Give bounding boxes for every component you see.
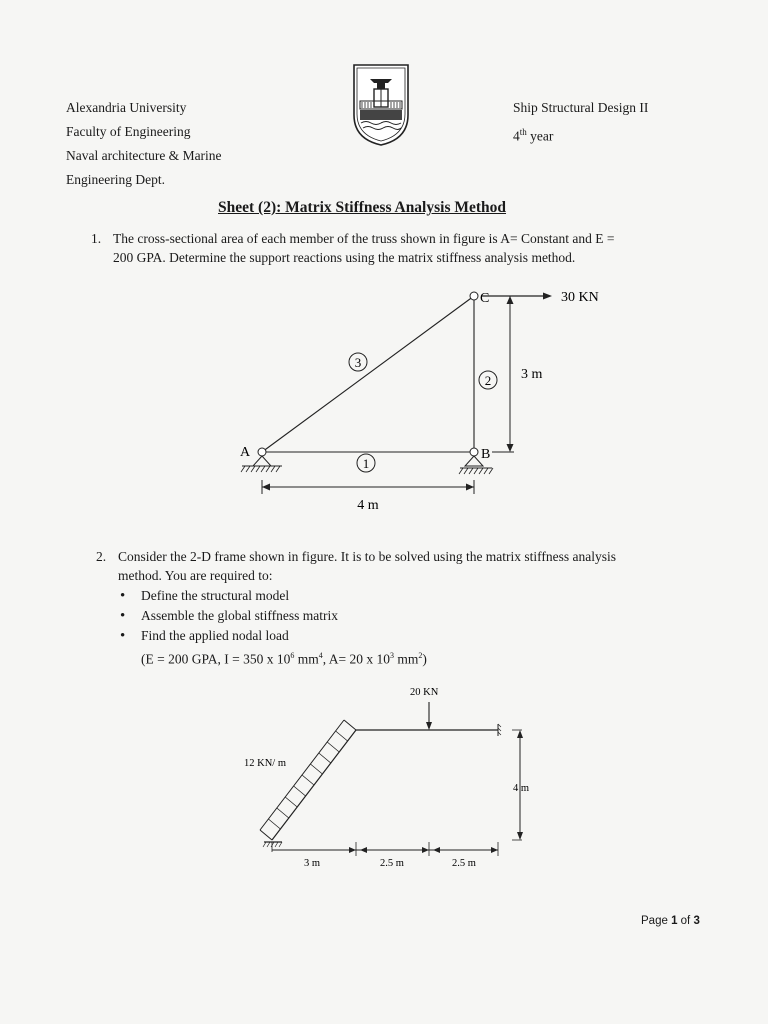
joint-b	[470, 448, 478, 456]
university-name: Alexandria University	[66, 100, 187, 115]
university-crest-icon	[352, 63, 410, 147]
height-label: 3 m	[521, 367, 543, 382]
arrow-right-icon	[543, 293, 552, 300]
q2-task-item: • Assemble the global stiffness matrix	[117, 606, 338, 626]
member-3-line	[262, 296, 474, 452]
page-footer: Page 1 of 3	[641, 915, 700, 927]
truss-diagram	[230, 280, 630, 520]
q2-task-item: • Define the structural model	[117, 586, 338, 606]
arrow-left-icon	[262, 484, 270, 491]
q2-task-list	[117, 586, 338, 646]
material-properties: (E = 200 GPA, I = 350 x $10^6$ $mm^4$, A= 20 x $10^3$ $mm^2$)	[141, 651, 427, 667]
arrow-down-icon	[517, 832, 523, 840]
joint-a	[258, 448, 266, 456]
arrow-down-icon	[426, 722, 432, 730]
distributed-load-label: 12 KN/ m	[244, 758, 286, 769]
course-block	[513, 96, 648, 149]
year-line	[513, 120, 648, 149]
current-page: 1	[671, 915, 678, 927]
year-number: 4	[513, 128, 520, 144]
q2-text	[118, 547, 708, 585]
q2-line-1: Consider the 2-D frame shown in figure. It is to be solved using the matrix stiffness analysis	[118, 549, 617, 564]
institution-block	[66, 96, 222, 192]
distributed-load-icon	[260, 720, 356, 840]
q2-task-item: • Find the applied nodal load	[117, 626, 338, 646]
department-line-1: Naval architecture & Marine	[66, 148, 222, 163]
course-name: Ship Structural Design II	[513, 100, 649, 115]
member-3-label: 3	[354, 355, 362, 370]
faculty-name: Faculty of Engineering	[66, 124, 191, 139]
dim-1-label: 3 m	[303, 858, 321, 869]
q1-line-2: 200 GPA. Determine the support reactions using the matrix stiffness analysis method.	[113, 250, 576, 265]
node-b-label: B	[481, 447, 491, 462]
department-line-2: Engineering Dept.	[66, 172, 165, 187]
dim-2-label: 2.5 m	[380, 858, 404, 869]
sheet-title: Sheet (2): Matrix Stiffness Analysis Method	[218, 199, 507, 216]
span-label: 4 m	[357, 498, 379, 513]
q1-line-1: The cross-sectional area of each member of the truss shown in figure is A= Constant and E =	[113, 231, 615, 246]
point-load-label: 20 KN	[410, 687, 439, 698]
q1-text	[113, 229, 703, 267]
dim-3-label: 2.5 m	[452, 858, 476, 869]
fixed-support-icon	[263, 842, 282, 852]
member-2-label: 2	[484, 373, 492, 388]
arrow-down-icon	[507, 444, 514, 452]
truss-figure	[230, 280, 630, 520]
height-label: 4 m	[513, 783, 530, 794]
year-word: year	[530, 128, 554, 144]
member-1-label: 1	[362, 456, 370, 471]
q1-number: 1.	[91, 231, 102, 246]
total-pages: 3	[693, 915, 700, 927]
node-c-label: C	[480, 291, 490, 306]
q2-number: 2.	[96, 549, 107, 564]
frame-diagram	[230, 680, 550, 880]
frame-figure	[230, 680, 550, 880]
node-a-label: A	[240, 445, 251, 460]
load-label: 30 KN	[561, 290, 599, 305]
arrow-up-icon	[517, 730, 523, 738]
arrow-up-icon	[507, 296, 514, 304]
arrow-right-icon	[466, 484, 474, 491]
joint-c	[470, 292, 478, 300]
right-support-icon	[498, 724, 501, 736]
year-suffix: th	[519, 127, 527, 137]
q2-line-2: method. You are required to:	[118, 568, 273, 583]
